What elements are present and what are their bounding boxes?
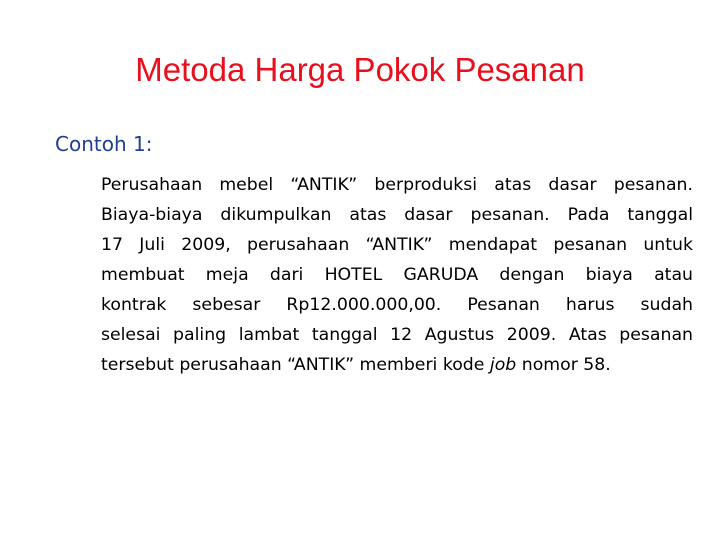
paragraph-line: 17 Juli 2009, perusahaan “ANTIK” mendapat pesanan untuk xyxy=(101,235,693,255)
paragraph-line: kontrak sebesar Rp12.000.000,00. Pesanan harus sudah xyxy=(101,295,693,315)
last-line-text-after: nomor 58. xyxy=(516,355,611,375)
example-paragraph xyxy=(101,170,693,380)
slide-title: Metoda Harga Pokok Pesanan xyxy=(135,51,585,88)
paragraph-line: selesai paling lambat tanggal 12 Agustus 2009. Atas pesanan xyxy=(101,325,693,345)
paragraph-line: Perusahaan mebel “ANTIK” berproduksi atas dasar pesanan. xyxy=(101,175,693,195)
paragraph-line: membuat meja dari HOTEL GARUDA dengan biaya atau xyxy=(101,265,693,285)
example-heading: Contoh 1: xyxy=(55,132,153,156)
job-emphasis: job xyxy=(489,355,517,375)
paragraph-line: Biaya-biaya dikumpulkan atas dasar pesanan. Pada tanggal xyxy=(101,205,693,225)
last-line-text-before: tersebut perusahaan “ANTIK” memberi kode xyxy=(101,355,490,375)
paragraph-last-line xyxy=(101,350,693,380)
